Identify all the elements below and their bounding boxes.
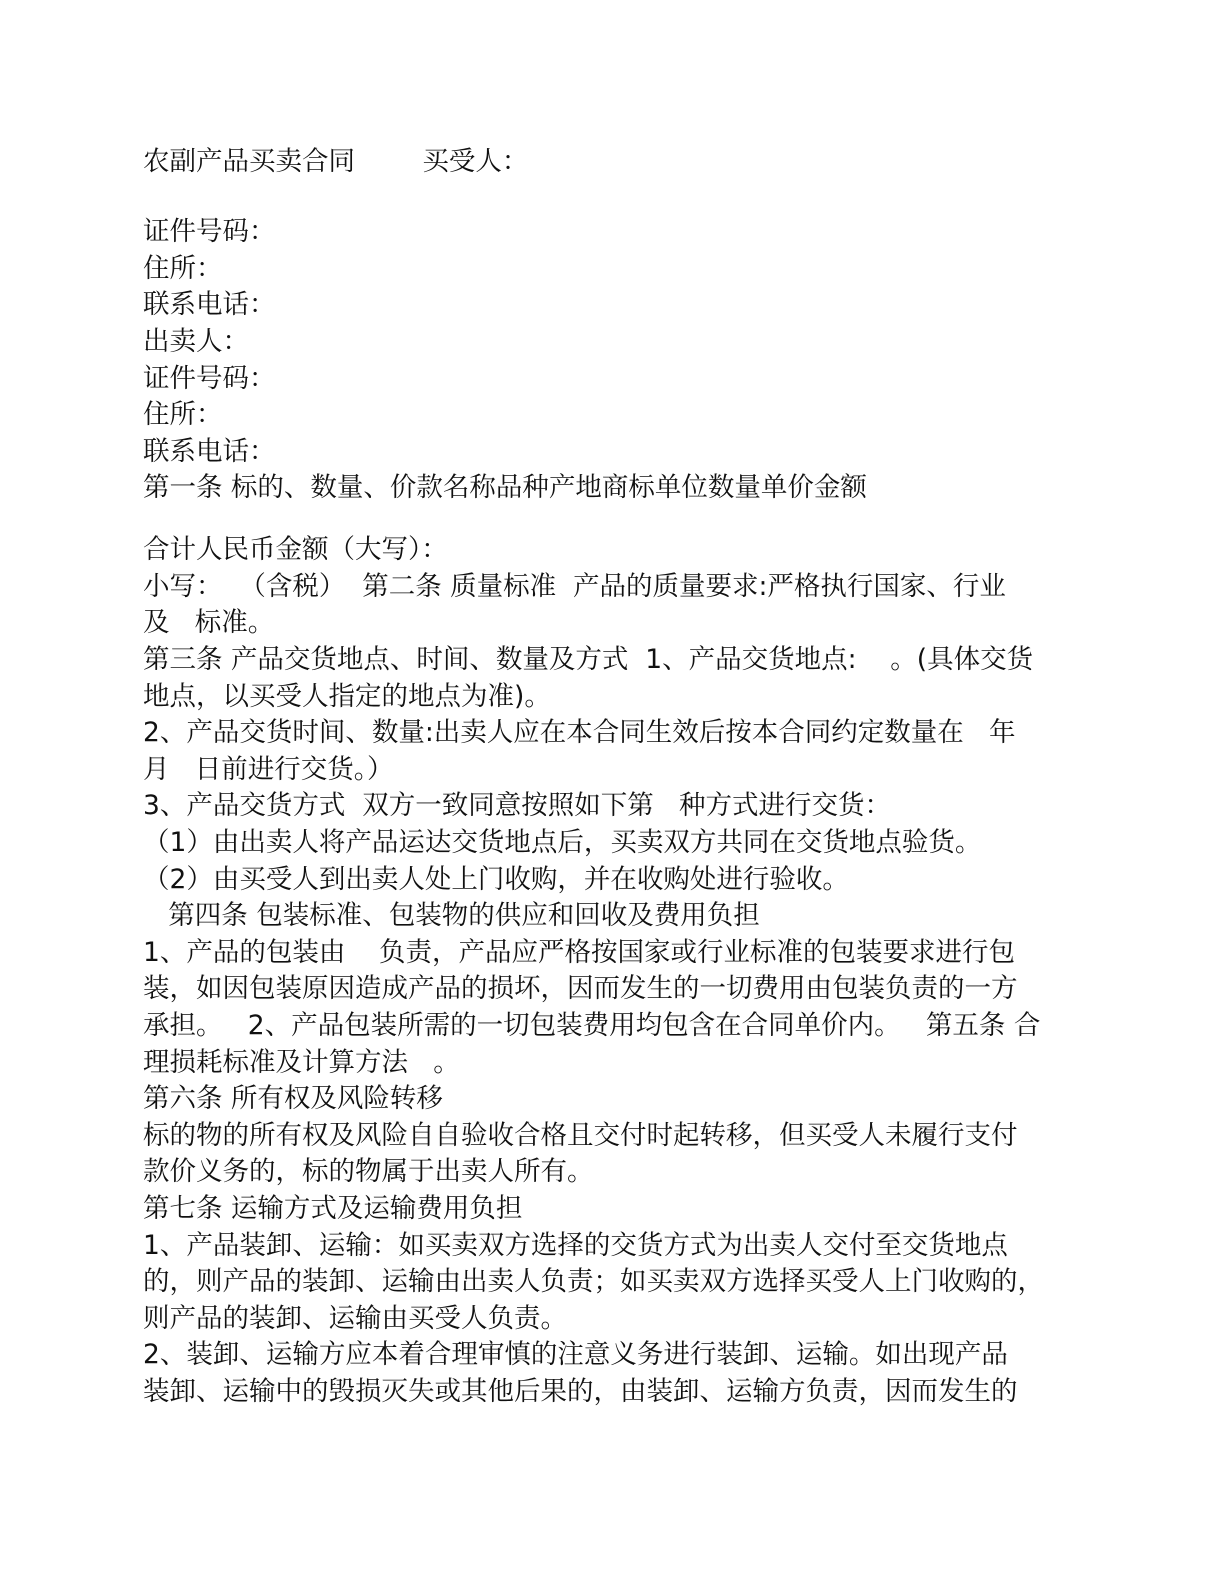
paragraph-line: 款价义务的，标的物属于出卖人所有。 [143, 1156, 594, 1187]
paragraph-line: 3、产品交货方式 双方一致同意按照如下第 种方式进行交货： [143, 790, 891, 821]
paragraph-line: （2）由买受人到出卖人处上门收购，并在收购处进行验收。 [143, 864, 849, 895]
article-6-line: 第六条 所有权及风险转移 [143, 1083, 443, 1114]
paragraph-line: 1、产品的包装由 负责，产品应严格按国家或行业标准的包装要求进行包 [143, 937, 1016, 968]
paragraph-line: 第三条 产品交货地点、时间、数量及方式 1、产品交货地点: 。(具体交货 [143, 644, 1034, 675]
paragraph-line: 2、装卸、运输方应本着合理审慎的注意义务进行装卸、运输。如出现产品 [143, 1339, 1008, 1370]
paragraph-line: 装卸、运输中的毁损灭失或其他后果的，由装卸、运输方负责，因而发生的 [143, 1376, 1018, 1407]
article-1-line: 第一条 标的、数量、价款名称品种产地商标单位数量单价金额 [143, 472, 867, 503]
buyer-id-line: 证件号码： [143, 216, 276, 247]
paragraph-line: 则产品的装卸、运输由买受人负责。 [143, 1303, 567, 1334]
paragraph-line: 标的物的所有权及风险自自验收合格且交付时起转移，但买受人未履行支付 [143, 1120, 1018, 1151]
seller-id-line: 证件号码： [143, 363, 276, 394]
paragraph-line: 小写： （含税） 第二条 质量标准 产品的质量要求:严格执行国家、行业 [143, 571, 1006, 602]
paragraph-line: 的，则产品的装卸、运输由出卖人负责；如买卖双方选择买受人上门收购的， [143, 1266, 1044, 1297]
paragraph-line: 1、产品装卸、运输：如买卖双方选择的交货方式为出卖人交付至交货地点 [143, 1230, 1008, 1261]
paragraph-line: 月 日前进行交货。） [143, 754, 394, 785]
paragraph-line: （1）由出卖人将产品运达交货地点后，买卖双方共同在交货地点验货。 [143, 827, 982, 858]
article-7-line: 第七条 运输方式及运输费用负担 [143, 1193, 523, 1224]
article-4-line: 第四条 包装标准、包装物的供应和回收及费用负担 [143, 900, 760, 931]
paragraph-line: 地点，以买受人指定的地点为准)。 [143, 681, 551, 712]
buyer-address-line: 住所： [143, 253, 223, 284]
buyer-phone-line: 联系电话： [143, 289, 276, 320]
paragraph-line: 装，如因包装原因造成产品的损坏，因而发生的一切费用由包装负责的一方 [143, 973, 1018, 1004]
total-amount-line: 合计人民币金额（大写）： [143, 534, 448, 565]
paragraph-line: 理损耗标准及计算方法 。 [143, 1047, 460, 1078]
seller-address-line: 住所： [143, 399, 223, 430]
doc-title-line: 农副产品买卖合同 买受人： [143, 146, 529, 177]
paragraph-line: 承担。 2、产品包装所需的一切包装费用均包含在合同单价内。 第五条 合 [143, 1010, 1041, 1041]
seller-phone-line: 联系电话： [143, 436, 276, 467]
paragraph-line: 及 标准。 [143, 607, 275, 638]
seller-line: 出卖人： [143, 326, 249, 357]
paragraph-line: 2、产品交货时间、数量:出卖人应在本合同生效后按本合同约定数量在 年 [143, 717, 1016, 748]
